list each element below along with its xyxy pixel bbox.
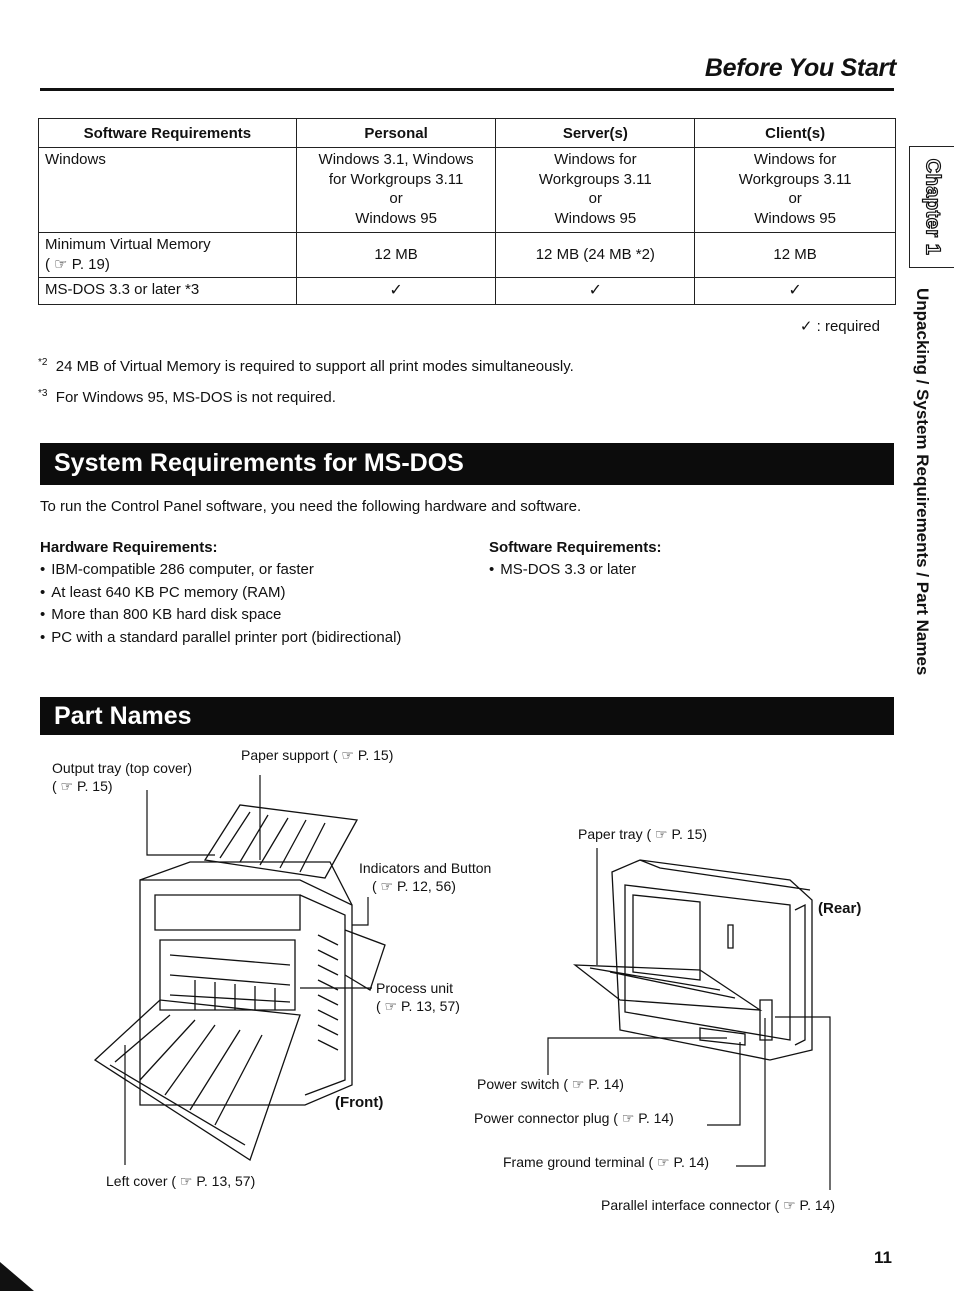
footnote-mark: *2	[38, 357, 48, 368]
callout-lines	[125, 775, 830, 1190]
chapter-label: Chapter 1	[921, 158, 944, 256]
check-mark: ✓	[496, 278, 695, 305]
hardware-heading: Hardware Requirements:	[40, 539, 218, 556]
page-header-title: Before You Start	[704, 54, 896, 82]
table-cell: 12 MB	[296, 233, 496, 278]
table-cell: 12 MB (24 MB *2)	[496, 233, 695, 278]
page-corner-mark	[0, 1262, 34, 1291]
table-cell: Windows for Workgroups 3.11 or Windows 95	[496, 148, 695, 233]
label-power-switch: Power switch ( ☞ P. 14)	[477, 1076, 624, 1092]
list-item: • MS-DOS 3.3 or later	[489, 561, 636, 584]
label-indicators-ref: ( ☞ P. 12, 56)	[372, 878, 456, 894]
chapter-tab	[909, 146, 954, 268]
table-header-cell: Software Requirements	[39, 119, 297, 148]
label-front: (Front)	[335, 1094, 384, 1111]
check-mark: ✓	[695, 278, 896, 305]
section-heading: System Requirements for MS-DOS	[54, 449, 464, 477]
footnote-text: 24 MB of Virtual Memory is required to support all print modes simultaneously.	[55, 358, 574, 375]
footnote-mark: *3	[38, 388, 48, 399]
table-row-label: Minimum Virtual Memory ( ☞ P. 19)	[39, 233, 297, 278]
label-power-connector: Power connector plug ( ☞ P. 14)	[474, 1110, 674, 1126]
label-left-cover: Left cover ( ☞ P. 13, 57)	[106, 1173, 256, 1189]
list-item: • More than 800 KB hard disk space	[40, 606, 401, 629]
footnote-text: For Windows 95, MS-DOS is not required.	[55, 389, 336, 406]
table-cell: Windows for Workgroups 3.11 or Windows 95	[695, 148, 896, 233]
label-rear: (Rear)	[818, 900, 862, 917]
table-cell: 12 MB	[695, 233, 896, 278]
table-header-cell: Client(s)	[695, 119, 896, 148]
table-legend: ✓ : required	[799, 318, 880, 335]
label-indicators: Indicators and Button	[359, 860, 492, 876]
label-paper-support: Paper support ( ☞ P. 15)	[241, 747, 394, 763]
label-output-tray-ref: ( ☞ P. 15)	[52, 778, 113, 794]
section-heading: Part Names	[54, 702, 192, 730]
label-paper-tray: Paper tray ( ☞ P. 15)	[578, 826, 708, 842]
list-item: • At least 640 KB PC memory (RAM)	[40, 584, 401, 607]
label-frame-ground: Frame ground terminal ( ☞ P. 14)	[503, 1154, 710, 1170]
list-item: • PC with a standard parallel printer port (bidirectional)	[40, 629, 401, 652]
table-row-label: Windows	[39, 148, 297, 233]
table-cell: Windows 3.1, Windows for Workgroups 3.11 or Windows 95	[296, 148, 496, 233]
label-output-tray: Output tray (top cover)	[52, 760, 193, 776]
list-item: • IBM-compatible 286 computer, or faster	[40, 561, 401, 584]
label-parallel-interface: Parallel interface connector ( ☞ P. 14)	[601, 1197, 836, 1213]
label-process-unit-ref: ( ☞ P. 13, 57)	[376, 998, 460, 1014]
rear-printer-drawing	[575, 860, 812, 1060]
section-intro: To run the Control Panel software, you need the following hardware and software.	[40, 498, 582, 515]
check-mark: ✓	[296, 278, 496, 305]
table-row-label: MS-DOS 3.3 or later *3	[39, 278, 297, 305]
table-header-cell: Server(s)	[496, 119, 695, 148]
software-heading: Software Requirements:	[489, 539, 662, 556]
page-number: 11	[874, 1248, 892, 1267]
side-chapter-title: Unpacking / System Requirements / Part Names	[913, 288, 932, 676]
table-header-cell: Personal	[296, 119, 496, 148]
label-process-unit: Process unit	[376, 980, 454, 996]
